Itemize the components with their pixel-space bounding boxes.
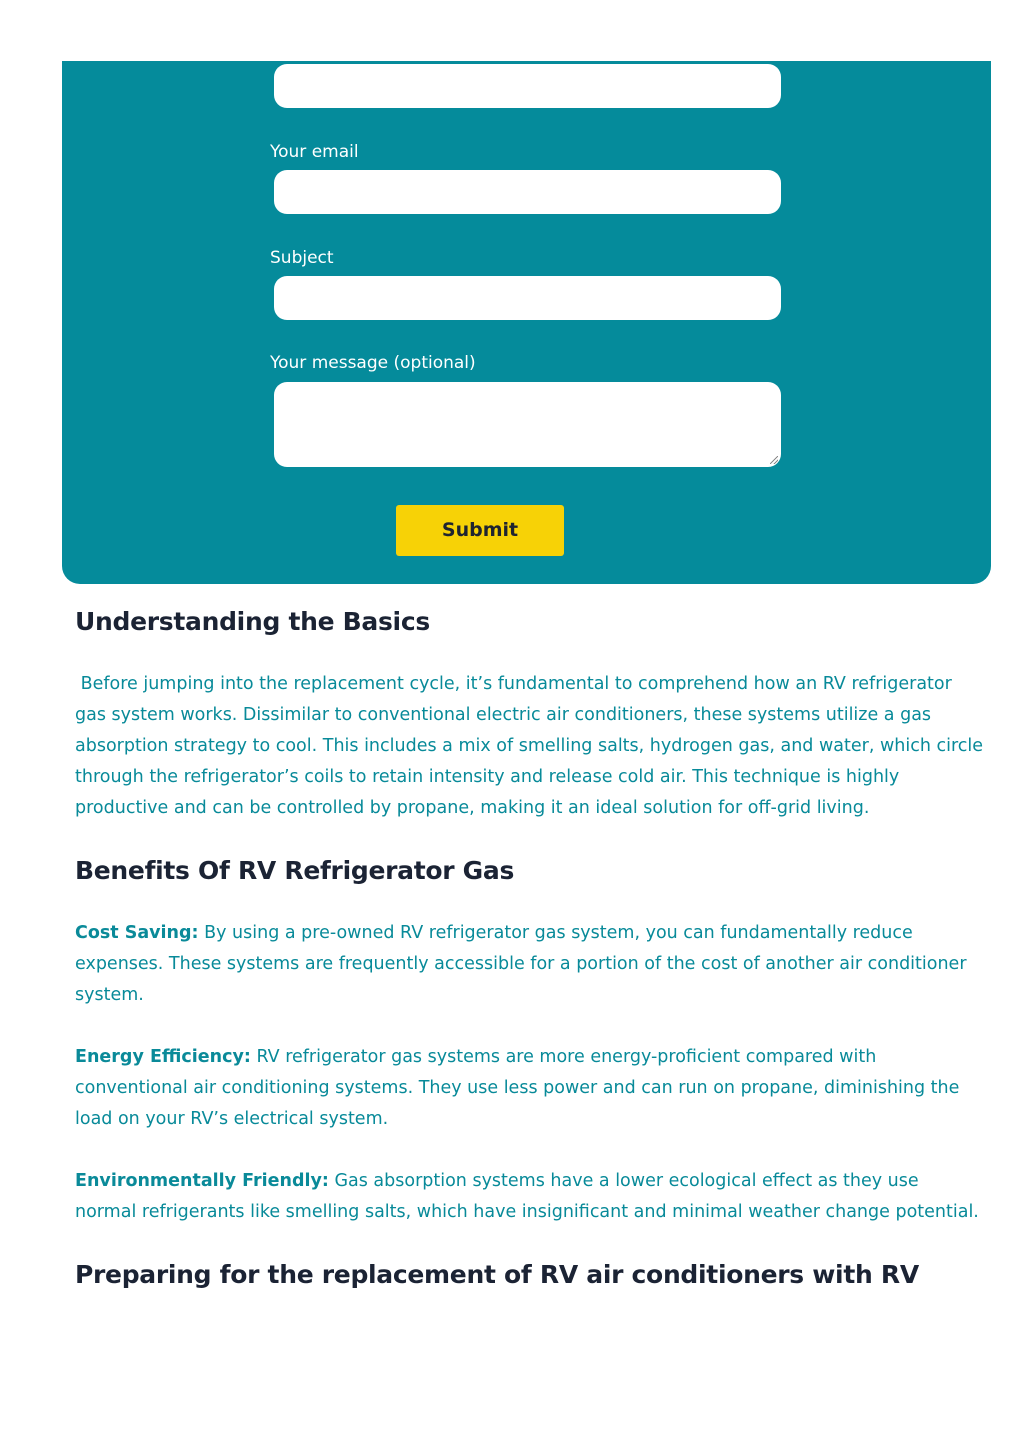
preparing-heading: Preparing for the replacement of RV air conditioners with RV <box>75 1260 919 1289</box>
subject-field[interactable] <box>274 276 781 320</box>
submit-button[interactable]: Submit <box>396 505 564 556</box>
benefits-heading: Benefits Of RV Refrigerator Gas <box>75 856 515 885</box>
resize-handle-icon[interactable] <box>770 456 778 464</box>
benefit-text: RV refrigerator gas systems are more energy-proficient compared with conventional air conditioning systems. They use less power and can run on propane, diminishing the load on your RV’s electrical system. <box>75 1047 960 1129</box>
message-textarea[interactable] <box>274 382 781 467</box>
benefit-term: Cost Saving: <box>75 923 199 943</box>
benefit-text: By using a pre-owned RV refrigerator gas system, you can fundamentally reduce expenses. These systems are frequently accessible for a portion of the cost of another air conditioner system. <box>75 923 967 1005</box>
benefit-term: Energy Efficiency: <box>75 1047 251 1067</box>
name-field[interactable] <box>274 64 781 108</box>
basics-heading: Understanding the Basics <box>75 607 430 636</box>
benefit-environmentally-friendly <box>75 1166 985 1228</box>
article-content <box>75 605 989 1292</box>
benefit-cost-saving <box>75 918 985 1011</box>
benefit-energy-efficiency <box>75 1042 985 1135</box>
email-field[interactable] <box>274 170 781 214</box>
contact-form-panel <box>62 61 991 584</box>
benefit-text: Gas absorption systems have a lower ecological effect as they use normal refrigerants like smelling salts, which have insignificant and minimal weather change potential. <box>75 1171 979 1222</box>
benefit-term: Environmentally Friendly: <box>75 1171 329 1191</box>
message-label: Your message (optional) <box>270 353 476 373</box>
basics-paragraph: Before jumping into the replacement cycle, it’s fundamental to comprehend how an RV refrigerator gas system works. Dissimilar to conventional electric air conditioners, these systems utilize a gas absorption strategy to cool. This includes a mix of smelling salts, hydrogen gas, and water, which circle through the refrigerator’s coils to retain intensity and release cold air. This technique is highly productive and can be controlled by propane, making it an ideal solution for off-grid living. <box>75 674 989 818</box>
subject-label: Subject <box>270 248 334 268</box>
email-label: Your email <box>270 142 359 162</box>
